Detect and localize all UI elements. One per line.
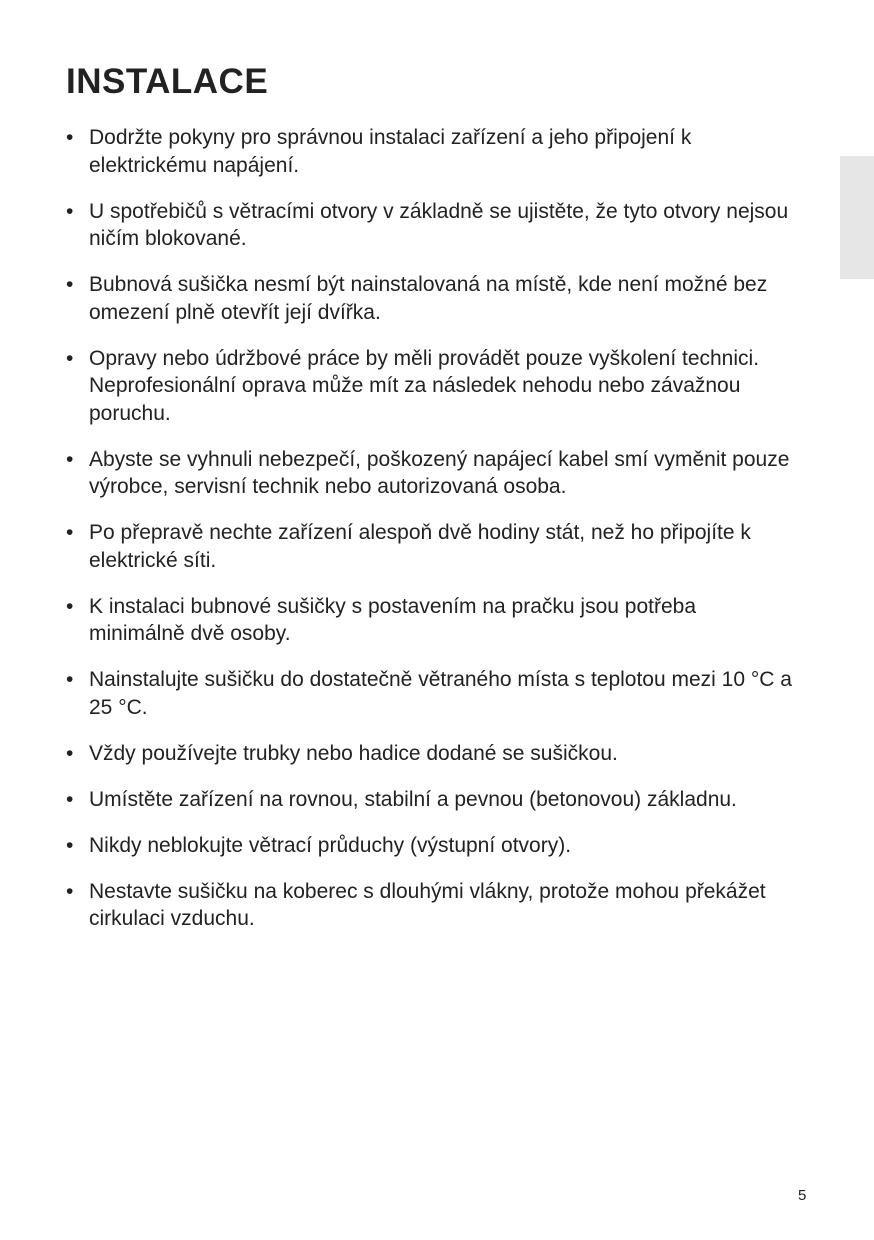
list-item-text: K instalaci bubnové sušičky s postavením na pračku jsou potřeba minimálně dvě osoby.: [89, 594, 697, 645]
list-item-text: U spotřebičů s větracími otvory v základně se ujistěte, že tyto otvory nejsou ničím blokované.: [89, 199, 789, 250]
bullet-icon: •: [66, 273, 74, 296]
list-item: [66, 198, 796, 253]
bullet-icon: •: [66, 741, 74, 765]
side-section-tab: [840, 156, 874, 279]
bullet-icon: •: [66, 787, 74, 811]
list-item: [66, 666, 796, 721]
list-item-text: Bubnová sušička nesmí být nainstalovaná na místě, kde není možné bez omezení plně otevřít její dvířka.: [89, 273, 768, 324]
list-item-text: Abyste se vyhnuli nebezpečí, poškozený napájecí kabel smí vyměnit pouze výrobce, servisní technik nebo autorizovaná osoba.: [89, 447, 790, 498]
list-item-text: Dodržte pokyny pro správnou instalaci zařízení a jeho připojení k elektrickému napájení.: [89, 126, 692, 177]
list-item: [66, 124, 796, 179]
bullet-icon: •: [66, 521, 74, 544]
list-item-text: Vždy používejte trubky nebo hadice dodané se sušičkou.: [89, 741, 618, 765]
list-item: [66, 740, 796, 768]
list-item: [66, 446, 796, 501]
list-item-text: Nikdy neblokujte větrací průduchy (výstupní otvory).: [89, 833, 572, 857]
bullet-icon: •: [66, 594, 74, 618]
list-item: [66, 832, 796, 860]
bullet-icon: •: [66, 879, 74, 903]
bullet-icon: •: [66, 447, 74, 471]
list-item-text: Po přepravě nechte zařízení alespoň dvě hodiny stát, než ho připojíte k elektrické síti.: [89, 521, 751, 572]
bullet-icon: •: [66, 126, 74, 149]
list-item-text: Umístěte zařízení na rovnou, stabilní a pevnou (betonovou) základnu.: [89, 787, 737, 811]
list-item: [66, 878, 796, 933]
list-item: [66, 345, 796, 428]
page-number: 5: [798, 1187, 807, 1204]
list-item-text: Nainstalujte sušičku do dostatečně větraného místa s teplotou mezi 10 °C a 25 °C.: [89, 668, 792, 719]
list-item: [66, 593, 796, 648]
installation-instructions-list: [66, 124, 796, 951]
bullet-icon: •: [66, 668, 74, 691]
list-item: [66, 519, 796, 574]
list-item: [66, 271, 796, 326]
list-item-text: Opravy nebo údržbové práce by měli provádět pouze vyškolení technici. Neprofesionální oprava může mít za následek nehodu nebo závažnou poruchu.: [89, 346, 760, 425]
bullet-icon: •: [66, 346, 74, 370]
bullet-icon: •: [66, 833, 74, 857]
page-title: INSTALACE: [66, 62, 269, 101]
list-item-text: Nestavte sušičku na koberec s dlouhými vlákny, protože mohou překážet cirkulaci vzduchu.: [89, 879, 766, 930]
bullet-icon: •: [66, 199, 74, 223]
list-item: [66, 786, 796, 814]
